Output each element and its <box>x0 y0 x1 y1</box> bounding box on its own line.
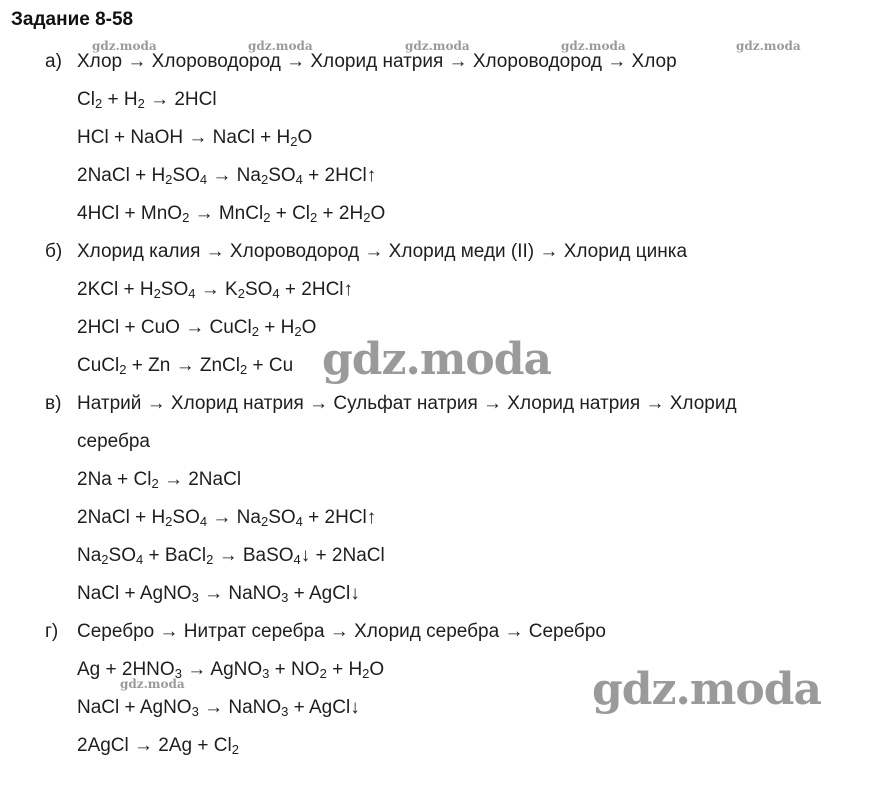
equation-c-2: 2NaCl + $H_2SO_4 \to Na_2SO_4$ + 2HCl↑ <box>77 507 377 529</box>
section-a-chain-text: Хлор → Хлороводород → Хлорид натрия → Хлороводород → Хлор <box>77 51 677 72</box>
section-d-chain <box>45 620 606 644</box>
section-c-chain <box>45 392 737 416</box>
watermark-small: gdz.moda <box>120 677 185 691</box>
equation-d-3: 2AgCl → $2Ag + Cl_2$ <box>77 735 239 757</box>
equation-c-4: NaCl + AgNO$_3$ → NaNO$_3$ + AgCl↓ <box>77 583 360 605</box>
section-b-label: б) <box>45 241 63 262</box>
section-d-label: г) <box>45 621 59 642</box>
equation-a-1: $Cl_2 + H_2 \to 2HCl$ <box>77 89 217 111</box>
watermark-small: gdz.moda <box>736 39 801 53</box>
watermark-small: gdz.moda <box>92 39 157 53</box>
equation-b-3: CuCl$_2$ + Zn → ZnCl$_2$ + Cu <box>77 355 294 377</box>
watermark-big: gdz.moda <box>322 334 552 385</box>
task-title: Задание 8-58 <box>11 9 134 30</box>
section-c-label: в) <box>45 393 62 414</box>
equation-a-2: HCl + NaOH → NaCl + $H_2O$ <box>77 127 313 149</box>
section-b-chain <box>45 240 687 264</box>
watermark-small: gdz.moda <box>248 39 313 53</box>
section-c-chain-cont: серебра <box>77 431 151 452</box>
equation-b-1: $2KCl + H_2SO_4 \to K_2SO_4$ + 2HCl↑ <box>77 279 354 301</box>
equation-b-2: 2HCl + CuO → CuCl$_2$ + $H_2O$ <box>77 317 317 339</box>
section-a-chain <box>45 50 677 74</box>
equation-a-4: 4HCl + MnO$_2$ → MnCl$_2$ + $Cl_2 + 2H_2O$ <box>77 203 386 225</box>
watermark-big: gdz.moda <box>592 664 822 715</box>
equation-c-1: $2Na + Cl_2$ → 2NaCl <box>77 469 242 491</box>
equation-d-2: NaCl + AgNO$_3$ → NaNO$_3$ + AgCl↓ <box>77 697 360 719</box>
equation-d-1: $Ag + 2HNO_3$ → AgNO$_3$ + $NO_2 + H_2O$ <box>77 659 385 681</box>
watermark-small: gdz.moda <box>561 39 626 53</box>
section-d-chain-text: Серебро → Нитрат серебра → Хлорид серебра → Серебро <box>77 621 606 642</box>
section-c-chain-text: Натрий → Хлорид натрия → Сульфат натрия → Хлорид натрия → Хлорид <box>77 393 737 414</box>
section-a-label: а) <box>45 51 62 72</box>
watermark-small: gdz.moda <box>405 39 470 53</box>
section-b-chain-text: Хлорид калия → Хлороводород → Хлорид меди (II) → Хлорид цинка <box>77 241 688 262</box>
equation-a-3: 2NaCl + $H_2SO_4 \to Na_2SO_4$ + 2HCl↑ <box>77 165 377 187</box>
equation-c-3: $Na_2SO_4$ + BaCl$_2$ → BaSO$_4$↓ + 2NaCl <box>77 545 385 567</box>
